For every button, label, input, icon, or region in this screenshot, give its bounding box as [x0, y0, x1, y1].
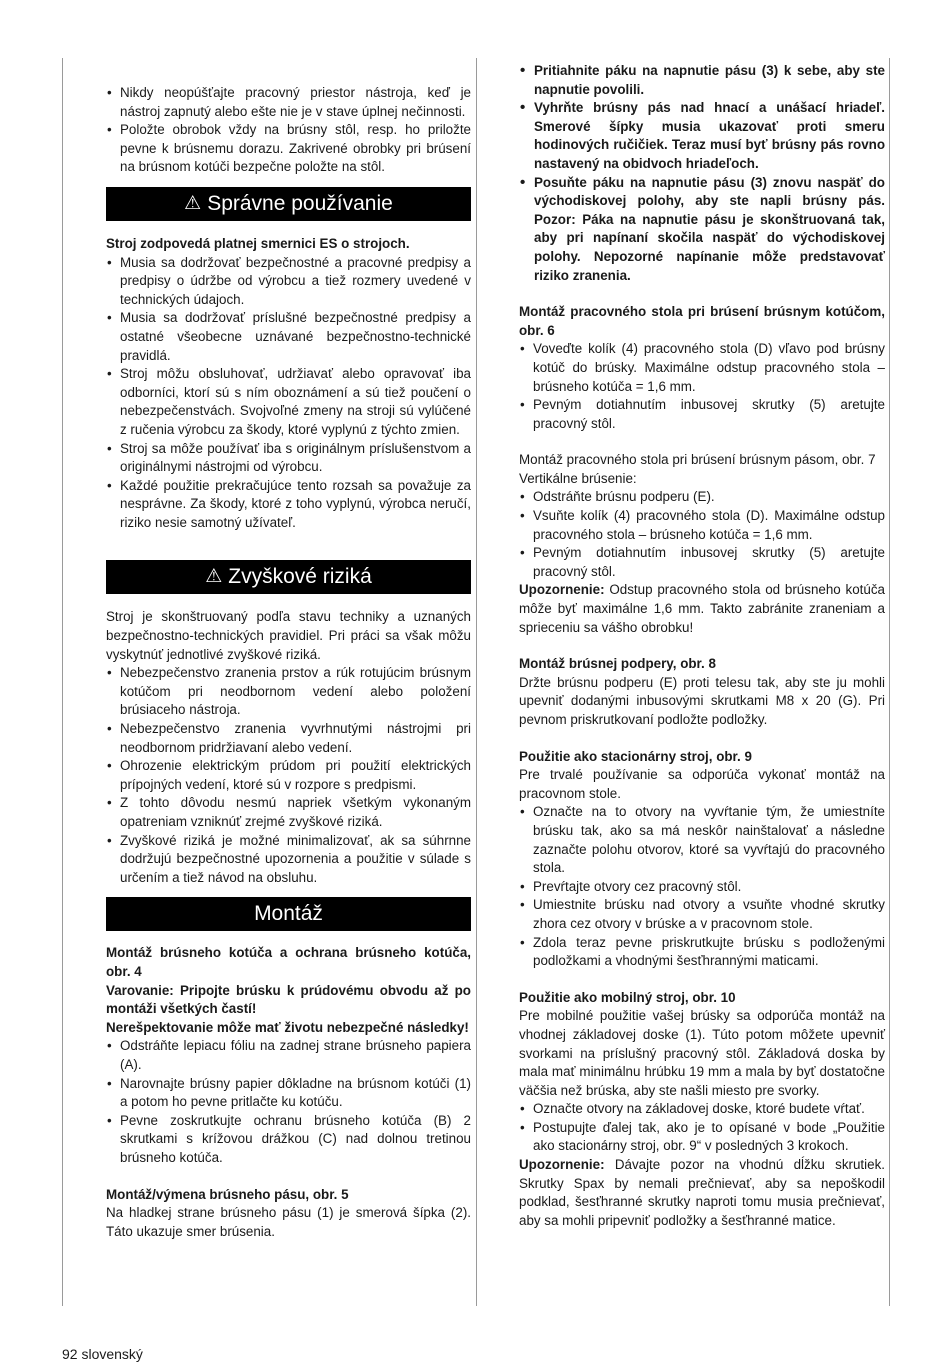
left-margin-rule	[62, 58, 63, 1306]
list-item: • Odstráňte lepiacu fóliu na zadnej strane brúsneho papiera (A).	[106, 1037, 471, 1074]
list-item: • Ohrozenie elektrickým prúdom pri použití elektrických prípojných vedení, ktoré sú v rozpore s predpismi.	[106, 757, 471, 794]
disc-assembly-list	[106, 1037, 471, 1167]
note-text: Odstup pracovného stola od brúsneho kotúča môže byť maximálne 1,6 mm. Takto zabránite zraneniam a sprieceniu sa vášho obrobku!	[519, 582, 885, 635]
subsection-title: Použitie ako mobilný stroj, obr. 10	[519, 989, 736, 1005]
subsection-title: Montáž/výmena brúsneho pásu, obr. 5	[106, 1186, 349, 1202]
list-item: • Musia sa dodržovať príslušné bezpečnostné predpisy a ostatné všeobecne uznávané bezpečnostno-technické pravidlá.	[106, 309, 471, 365]
center-column-rule	[476, 58, 477, 1306]
list-item: • Pevným dotiahnutím inbusovej skrutky (5) aretujte pracovný stôl.	[519, 544, 885, 581]
warning-text: Varovanie: Pripojte brúsku k prúdovému obvodu až po montáži všetkých častí!	[106, 982, 471, 1017]
subsection-title: Montáž pracovného stola pri brúsení brúsnym kotúčom, obr. 6	[519, 304, 885, 338]
note-paragraph	[519, 1156, 885, 1230]
warning-triangle-icon: ⚠	[184, 192, 202, 214]
mobile-list	[519, 1100, 885, 1156]
list-item: • Pevne zoskrutkujte ochranu brúsneho kotúča (B) 2 skrutkami s krížovou drážkou (C) nad dolnou tretinou brúsneho kotúča.	[106, 1112, 471, 1168]
section-heading-residual-risks	[106, 560, 471, 594]
paragraph: Pre mobilné použitie vašej brúsky sa odporúča montáž na vhodnej základovej doske (1). Túto potom môžete upevniť svorkami na príslušný pracovný stôl. Základová doska by mala mať minimálnu hrúbku 19 mm a mala by byť dostatočne väčšia než brúska, aby ste našli miesto pre svorky.	[519, 1008, 885, 1098]
list-item: • Pritiahnite páku na napnutie pásu (3) k sebe, aby ste napnutie povolili.	[519, 62, 885, 99]
list-item: • Označte na to otvory na vyvŕtanie tým, že umiestníte brúsku tak, ako sa má neskôr nainštalovať a následne zaznačte polohu otvorov, ktoré sa vyvŕtajú do pracovného stola.	[519, 803, 885, 877]
list-item: • Voveďte kolík (4) pracovného stola (D) vľavo pod brúsny kotúč do brúsky. Maximálne odstup pracovného stola – brúsneho kotúča = 1,6 mm.	[519, 340, 885, 396]
list-item: • Stroj môžu obsluhovať, udržiavať alebo opravovať iba odborníci, ktorí sú s ním oboznámení a sú tiež poučení o nebezpečenstvách. Svojvoľné zmeny na stroji sú vylúčené z ručenia výrobcu za škody, ktoré vyplynú z týchto zmien.	[106, 365, 471, 439]
residual-risks-list	[106, 664, 471, 887]
paragraph: Na hladkej strane brúsneho pásu (1) je smerová šípka (2). Táto ukazuje smer brúsenia.	[106, 1205, 471, 1239]
subsection-title: Montáž brúsnej podpery, obr. 8	[519, 656, 716, 672]
list-item: • Položte obrobok vždy na brúsny stôl, resp. ho priložte pevne k brúsnemu dorazu. Zakrivené obrobky pri brúsení na brúsnom kotúči bezpečne položte na stôl.	[106, 121, 471, 177]
note-label: Upozornenie:	[519, 1157, 605, 1173]
list-item: • Umiestnite brúsku nad otvory a vsuňte vhodné skrutky zhora cez otvory v brúske a v pracovnom stole.	[519, 896, 885, 933]
paragraph: Vertikálne brúsenie:	[519, 470, 637, 486]
list-item: • Postupujte ďalej tak, ako je to opísané v bode „Použitie ako stacionárny stroj, obr. 9“ v posledných 3 krokoch.	[519, 1119, 885, 1156]
note-paragraph	[519, 581, 885, 637]
table-disc-list	[519, 340, 885, 433]
list-item: • Posuňte páku na napnutie pásu (3) znovu naspäť do východiskovej polohy, aby ste napli brúsny pás. Pozor: Páka na napnutie pásu je skonštruovaná tak, aby pri napínaní skočila naspäť do východiskovej polohy. Nepozorné napínanie môže predstavovať riziko zranenia.	[519, 174, 885, 286]
subsection-title: Použitie ako stacionárny stroj, obr. 9	[519, 748, 752, 764]
list-item: • Vyhrňte brúsny pás nad hnací a unášací hriadeľ. Smerové šípky musia ukazovať proti smeru hodinových ručičiek. Teraz musí byť brúsny pás rovno nastavený na obidvoch hriadeľoch.	[519, 99, 885, 173]
list-item: • Odstráňte brúsnu podperu (E).	[519, 488, 885, 507]
list-item: • Nebezpečenstvo zranenia prstov a rúk rotujúcim brúsnym kotúčom pri neodbornom vedení alebo položení brúsiaceho nástroja.	[106, 664, 471, 720]
correct-use-list	[106, 254, 471, 533]
intro-bullet-list	[106, 84, 471, 177]
section-heading-text: Správne používanie	[207, 191, 393, 215]
list-item: • Vsuňte kolík (4) pracovného stola (D). Maximálne odstup pracovného stola – brúsneho kotúča = 1,6 mm.	[519, 507, 885, 544]
note-text: Dávajte pozor na vhodnú dĺžku skrutiek. Skrutky Spax by nemali prečnievať, aby sa nepoškodil podklad, šesťhranné skrutky naproti tomu musia prečnievať, aby sa mohli pripevniť podložky a šesťhranné matice.	[519, 1157, 885, 1228]
section-heading-correct-use	[106, 187, 471, 221]
left-column	[106, 62, 471, 1241]
list-item: • Pevným dotiahnutím inbusovej skrutky (5) aretujte pracovný stôl.	[519, 396, 885, 433]
subsection-title: Montáž brúsneho kotúča a ochrana brúsneho kotúča, obr. 4	[106, 945, 471, 979]
warning-triangle-icon: ⚠	[205, 566, 223, 588]
list-item: • Označte otvory na základovej doske, ktoré budete vŕtať.	[519, 1100, 885, 1119]
right-column	[519, 62, 885, 1230]
subsection-title: Montáž pracovného stola pri brúsení brúsnym pásom, obr. 7	[519, 452, 876, 468]
section-intro: Stroj je skonštruovaný podľa stavu techniky a uznaných bezpečnostno-technických pravidiel. Pri práci sa však môžu vyskytnúť jednotlivé zvyškové riziká.	[106, 609, 471, 662]
page-footer: 92 slovenský	[62, 1346, 143, 1362]
list-item: • Prevŕtajte otvory cez pracovný stôl.	[519, 878, 885, 897]
list-item: • Každé použitie prekračujúce tento rozsah sa považuje za nesprávne. Za škody, ktoré z toho vyplynú, výrobca neručí, riziko nesie samotný užívateľ.	[106, 477, 471, 533]
section-heading-text: Zvyškové riziká	[228, 565, 372, 589]
list-item: • Zdola teraz pevne priskrutkujte brúsku s podloženými podložkami a vhodnými šesťhrannými maticami.	[519, 934, 885, 971]
list-item: • Z tohto dôvodu nesmú napriek všetkým vykonaným opatreniam vzniknúť zrejmé zvyškové riziká.	[106, 794, 471, 831]
section-intro: Stroj zodpovedá platnej smernici ES o strojoch.	[106, 235, 410, 251]
note-label: Upozornenie:	[519, 582, 605, 598]
section-heading-assembly	[106, 897, 471, 931]
list-item: • Nebezpečenstvo zranenia vyvrhnutými nástrojmi pri neodbornom pridržiavaní alebo vedení.	[106, 720, 471, 757]
table-belt-list	[519, 488, 885, 581]
list-item: • Zvyškové riziká je možné minimalizovať, ak sa súhrnne dodržujú bezpečnostné upozornenia a použitie v súlade s určením a tiež návod na obsluhu.	[106, 832, 471, 888]
list-item: • Musia sa dodržovať bezpečnostné a pracovné predpisy a predpisy o údržbe od výrobcu a tiež rozmery uvedené v technických údajoch.	[106, 254, 471, 310]
right-margin-rule	[889, 58, 890, 1306]
section-heading-text: Montáž	[254, 902, 323, 926]
belt-steps-list	[519, 62, 885, 285]
list-item: • Stroj sa môže používať iba s originálnym príslušenstvom a originálnymi nástrojmi od výrobcu.	[106, 440, 471, 477]
stationary-list	[519, 803, 885, 970]
warning-text: Nerešpektovanie môže mať životu nebezpečné následky!	[106, 1019, 469, 1035]
paragraph: Držte brúsnu podperu (E) proti telesu tak, aby ste ju mohli upevniť dodanými inbusovými skrutkami M8 x 20 (G). Pri pevnom priskrutkovaní podložte podložky.	[519, 674, 885, 727]
list-item: • Nikdy neopúšťajte pracovný priestor nástroja, keď je nástroj zapnutý alebo ešte nie je v stave úplnej nečinnosti.	[106, 84, 471, 121]
paragraph: Pre trvalé používanie sa odporúča vykonať montáž na pracovnom stole.	[519, 767, 885, 801]
list-item: • Narovnajte brúsny papier dôkladne na brúsnom kotúči (1) a potom ho pevne pritlačte ku kotúču.	[106, 1075, 471, 1112]
